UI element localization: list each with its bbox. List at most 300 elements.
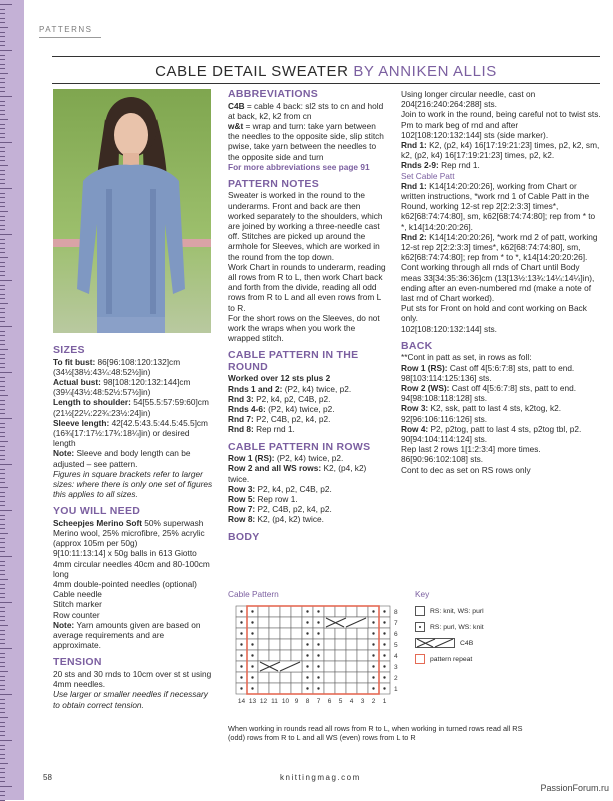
watermark: PassionForum.ru bbox=[540, 783, 609, 793]
column-number: 2 bbox=[371, 698, 376, 705]
row-number: 3 bbox=[394, 664, 398, 671]
text-run: P2, k4, p2, C4B, p2. bbox=[257, 483, 332, 494]
column-number: 3 bbox=[360, 698, 365, 705]
row-number: 4 bbox=[394, 653, 398, 660]
purl-dot bbox=[306, 654, 308, 656]
text-run: Using longer circular needle, cast on 204[216:240:264:288] sts. bbox=[401, 89, 536, 110]
paragraph bbox=[401, 89, 601, 109]
paragraph bbox=[228, 453, 388, 463]
purl-dot bbox=[317, 665, 319, 667]
page-title bbox=[52, 63, 600, 80]
chart-cell bbox=[357, 628, 368, 639]
purl-dot bbox=[383, 621, 385, 623]
text-run: K2, (p2, k4) 16[17:19:21:23] times, p2, k2, sm, k2, (p2, k4) 16[17:19:21:23] times, p2, k2. bbox=[401, 140, 600, 161]
column-left bbox=[53, 345, 213, 710]
column-number: 11 bbox=[271, 698, 278, 705]
paragraph bbox=[228, 101, 388, 121]
term: Row 7: bbox=[228, 504, 258, 515]
paragraph bbox=[401, 424, 601, 444]
paragraph bbox=[53, 469, 213, 500]
chart-cell bbox=[346, 661, 357, 672]
chart-cell bbox=[269, 628, 280, 639]
text-run: = wrap and turn: take yarn between the needles to the opposite side, slip stitch pwise, take yarn between the needles to the opposite side and turn bbox=[228, 120, 384, 162]
paragraph bbox=[53, 397, 213, 417]
chart-cell bbox=[357, 672, 368, 683]
row-number: 6 bbox=[394, 631, 398, 638]
text-run: 9[10:11:13:14] x 50g balls in 613 Giotto bbox=[53, 548, 197, 559]
page-number: 58 bbox=[43, 773, 52, 782]
chart-cell bbox=[357, 650, 368, 661]
chart-cell bbox=[335, 661, 346, 672]
chart-cell bbox=[346, 672, 357, 683]
term: Rnd 8: bbox=[228, 424, 257, 435]
purl-dot bbox=[383, 665, 385, 667]
purl-dot bbox=[251, 621, 253, 623]
key-item-knit bbox=[415, 603, 600, 619]
section-heading: BACK bbox=[401, 339, 433, 352]
section-rule bbox=[39, 37, 101, 38]
model-photo-illustration bbox=[53, 89, 211, 333]
chart-cell bbox=[335, 606, 346, 617]
chart-cell bbox=[269, 672, 280, 683]
paragraph bbox=[228, 404, 388, 414]
paragraph bbox=[401, 352, 601, 362]
text-run: 4mm double-pointed needles (optional) bbox=[53, 579, 197, 590]
chart-cell bbox=[324, 683, 335, 694]
chart-cell bbox=[335, 650, 346, 661]
text-run: Row counter bbox=[53, 609, 100, 620]
paragraph bbox=[53, 599, 213, 609]
paragraph bbox=[53, 620, 213, 651]
paragraph bbox=[53, 548, 213, 558]
cable-swatch-icon bbox=[415, 638, 455, 648]
term: Note: bbox=[53, 448, 77, 459]
text-run: Rep row 1. bbox=[257, 494, 298, 504]
term: Row 8: bbox=[228, 514, 258, 525]
title-rule-bottom bbox=[52, 83, 600, 84]
term: Note: bbox=[53, 619, 77, 630]
chart-cell bbox=[258, 628, 269, 639]
paragraph bbox=[53, 610, 213, 620]
purl-dot bbox=[383, 610, 385, 612]
purl-dot bbox=[251, 654, 253, 656]
purl-dot bbox=[383, 632, 385, 634]
term: Rnds 1 and 2: bbox=[228, 383, 285, 394]
paragraph bbox=[401, 181, 601, 232]
purl-dot bbox=[317, 621, 319, 623]
chart-cell bbox=[357, 606, 368, 617]
text-run: Rep rnd 1. bbox=[441, 160, 480, 171]
term: Worked over 12 sts plus 2 bbox=[228, 373, 331, 384]
text-run: Sleeve and body length can be adjusted – see pattern. bbox=[53, 448, 191, 469]
text-run: 50% superwash Merino wool, 25% microfibre, 25% acrylic (approx 105m per 50g) bbox=[53, 517, 205, 549]
paragraph bbox=[53, 377, 213, 397]
text-run: Figures in square brackets refer to larger sizes: where there is only one set of figures this applies to all sizes. bbox=[53, 468, 213, 500]
column-number: 7 bbox=[316, 698, 321, 705]
section-heading: PATTERN NOTES bbox=[228, 177, 320, 190]
purl-dot bbox=[306, 621, 308, 623]
paragraph bbox=[401, 262, 601, 303]
column-number: 8 bbox=[305, 698, 310, 705]
purl-dot bbox=[372, 687, 374, 689]
chart-cell bbox=[258, 683, 269, 694]
cable-chart bbox=[228, 602, 408, 714]
purl-dot bbox=[317, 643, 319, 645]
column-number: 6 bbox=[327, 698, 332, 705]
text-run: Cont to dec as set on RS rows only bbox=[401, 464, 531, 475]
purl-dot bbox=[383, 654, 385, 656]
chart-cell bbox=[291, 628, 302, 639]
paragraph bbox=[401, 403, 601, 423]
chart-cell bbox=[280, 650, 291, 661]
row-number: 2 bbox=[394, 675, 398, 682]
purl-dot bbox=[372, 621, 374, 623]
paragraph bbox=[228, 514, 388, 524]
purl-dot bbox=[251, 687, 253, 689]
chart-cell bbox=[335, 628, 346, 639]
title-rule-top bbox=[52, 56, 600, 57]
chart-cell bbox=[258, 606, 269, 617]
column-number: 1 bbox=[382, 698, 387, 705]
row-number: 7 bbox=[394, 620, 398, 627]
paragraph bbox=[53, 418, 213, 449]
paragraph bbox=[228, 504, 388, 514]
text-run: K14[14:20:20:26], working from Chart or written instructions, *work rnd 1 of Cable Patt in the Round, working 12-st rep 2[2:2:3:3] times*, k62[68:74:74:80], sm, k62[68:74:74:80]; rep from * to *, k14[14:20:20:26]. bbox=[401, 180, 596, 232]
text-run: (P2, k4) twice, p2. bbox=[268, 404, 335, 415]
paragraph bbox=[401, 324, 601, 334]
text-run: Work Chart in rounds to underarm, reading all rows from R to L, then work Chart back and forth from the divide, reading all odd rows from R to L and all even rows from L to R. bbox=[228, 261, 386, 313]
section-heading: ABBREVIATIONS bbox=[228, 88, 319, 100]
section-heading: SIZES bbox=[53, 344, 85, 356]
footer-site: knittingmag.com bbox=[280, 773, 361, 782]
chart-cell bbox=[346, 639, 357, 650]
purl-dot bbox=[251, 610, 253, 612]
purl-dot bbox=[317, 687, 319, 689]
chart-cell bbox=[324, 606, 335, 617]
term: Rnd 2: bbox=[401, 231, 430, 242]
chart-cell bbox=[291, 639, 302, 650]
chart-cell bbox=[280, 683, 291, 694]
chart-cell bbox=[280, 639, 291, 650]
purl-dot bbox=[383, 676, 385, 678]
section-heading: CABLE PATTERN IN ROWS bbox=[228, 440, 371, 453]
term: Length to shoulder: bbox=[53, 397, 134, 408]
text-run: 20 sts and 30 rnds to 10cm over st st using 4mm needles. bbox=[53, 668, 212, 690]
term: Row 4: bbox=[401, 423, 431, 434]
cable-cell bbox=[258, 661, 302, 672]
purl-dot bbox=[306, 610, 308, 612]
term: Row 3: bbox=[401, 403, 431, 414]
text-run: For the short rows on the Sleeves, do not work the wraps when you work the wrapped stitch. bbox=[228, 312, 380, 344]
chart-cell bbox=[269, 683, 280, 694]
purl-dot bbox=[317, 654, 319, 656]
chart-cell bbox=[357, 661, 368, 672]
purl-dot bbox=[240, 676, 242, 678]
purl-dot bbox=[240, 621, 242, 623]
text-run: Sweater is worked in the round to the underarms. Front and back are then worked separately to the shoulders, which are joined by working a three-needle cast off. Stitches are picked up around the armhole for Sleeves, which are worked in the round from the top down. bbox=[228, 190, 383, 262]
chart-cell bbox=[324, 661, 335, 672]
purl-dot bbox=[240, 687, 242, 689]
key-item-purl bbox=[415, 619, 600, 635]
section-heading: CABLE PATTERN IN THE ROUND bbox=[228, 349, 359, 373]
text-run: K2, (p4, k2) twice. bbox=[228, 463, 367, 484]
section-heading: BODY bbox=[228, 530, 260, 543]
paragraph bbox=[228, 121, 388, 162]
column-number: 12 bbox=[259, 698, 268, 705]
text-run[interactable]: For more abbreviations see page 91 bbox=[228, 161, 370, 172]
purl-dot bbox=[372, 665, 374, 667]
chart-cell bbox=[346, 650, 357, 661]
paragraph bbox=[401, 109, 601, 140]
chart-cell bbox=[346, 683, 357, 694]
text-run: (P2, k4) twice, p2. bbox=[276, 453, 344, 464]
column-number: 14 bbox=[237, 698, 246, 705]
term: Row 1 (RS): bbox=[401, 362, 450, 373]
column-number: 13 bbox=[248, 698, 257, 705]
paragraph bbox=[53, 579, 213, 589]
section-label: PATTERNS bbox=[39, 25, 93, 34]
key-item-repeat bbox=[415, 651, 600, 667]
paragraph bbox=[401, 444, 601, 464]
key-label-c4b: C4B bbox=[460, 639, 474, 647]
purl-dot bbox=[251, 632, 253, 634]
term: Rnd 1: bbox=[401, 140, 430, 151]
chart-key bbox=[415, 589, 600, 667]
text-run: P2, p2tog, patt to last 4 sts, p2tog tbl, p2. 90[94:104:114:124] sts. bbox=[401, 423, 582, 444]
paragraph bbox=[401, 363, 601, 383]
key-label-knit: RS: knit, WS: purl bbox=[430, 607, 484, 615]
purl-dot bbox=[251, 665, 253, 667]
paragraph bbox=[401, 232, 601, 263]
text-run: 86[96:108:120:132]cm (34½[38½:43¼:48:52½]in) bbox=[53, 356, 181, 377]
paragraph bbox=[228, 373, 388, 383]
text-run: 102[108:120:132:144] sts. bbox=[401, 323, 497, 334]
chart-cell bbox=[291, 650, 302, 661]
paragraph bbox=[53, 518, 213, 549]
chart-cell bbox=[335, 683, 346, 694]
chart-cell bbox=[269, 639, 280, 650]
purl-dot bbox=[317, 610, 319, 612]
paragraph bbox=[53, 448, 213, 468]
paragraph bbox=[228, 484, 388, 494]
chart-cell bbox=[269, 617, 280, 628]
chart-cell bbox=[258, 617, 269, 628]
paragraph bbox=[401, 160, 601, 170]
text-run: 98[108:120:132:144]cm (39¼[43½:48:52½:57½]in) bbox=[53, 376, 191, 398]
purl-dot bbox=[383, 643, 385, 645]
text-run: Join to work in the round, being careful not to twist sts. Pm to mark beg of rnd and after 102[108:120:132:144] sts (side marker). bbox=[401, 109, 601, 140]
row-number: 5 bbox=[394, 642, 398, 649]
purl-dot bbox=[317, 676, 319, 678]
term: Rnd 1: bbox=[401, 180, 430, 191]
term: Rnd 3: bbox=[228, 393, 257, 404]
chart-cell bbox=[269, 650, 280, 661]
term: Row 1 (RS): bbox=[228, 453, 277, 464]
paragraph bbox=[401, 383, 601, 403]
purl-dot bbox=[240, 665, 242, 667]
chart-cell bbox=[280, 672, 291, 683]
row-number: 8 bbox=[394, 609, 398, 616]
purl-dot bbox=[372, 643, 374, 645]
section-heading: YOU WILL NEED bbox=[53, 505, 141, 518]
text-run: Stitch marker bbox=[53, 599, 102, 610]
chart-cell bbox=[291, 683, 302, 694]
purl-dot bbox=[251, 643, 253, 645]
column-number: 10 bbox=[281, 698, 290, 705]
text-run: = cable 4 back: sl2 sts to cn and hold at back, k2, k2 from cn bbox=[228, 100, 384, 121]
purl-dot bbox=[240, 643, 242, 645]
chart-cell bbox=[335, 672, 346, 683]
text-run: P2, C4B, p2, k4, p2. bbox=[256, 414, 331, 425]
paragraph bbox=[228, 162, 388, 172]
purl-dot bbox=[306, 643, 308, 645]
term: Row 2 (WS): bbox=[401, 382, 452, 393]
chart-cell bbox=[280, 617, 291, 628]
purl-dot bbox=[251, 676, 253, 678]
section-heading: TENSION bbox=[53, 656, 102, 669]
title-author: BY ANNIKEN ALLIS bbox=[353, 63, 497, 80]
chart-cell bbox=[280, 628, 291, 639]
text-run: 42[42.5:43.5:44.5:45.5]cm (16¾[17:17½:17¾:18¼]in) or desired length bbox=[53, 417, 208, 449]
purl-dot bbox=[317, 632, 319, 634]
column-number: 4 bbox=[349, 698, 354, 705]
text-run: K2, ssk, patt to last 4 sts, k2tog, k2. 92[96:106:116:126] sts. bbox=[401, 403, 562, 424]
paragraph bbox=[228, 414, 388, 424]
chart-cell bbox=[346, 628, 357, 639]
chart-cell bbox=[357, 683, 368, 694]
purl-dot bbox=[383, 687, 385, 689]
term: Rnd 7: bbox=[228, 414, 257, 425]
row-number: 1 bbox=[394, 686, 398, 693]
term: w&t bbox=[228, 120, 246, 131]
chart-caption: When working in rounds read all rows from R to L, when working in turned rows read all RS (odd) rows from R to L and all WS (even) rows from L to R bbox=[228, 724, 523, 743]
text-run: Cable needle bbox=[53, 589, 102, 600]
column-number: 5 bbox=[338, 698, 343, 705]
paragraph bbox=[228, 190, 388, 261]
column-right bbox=[401, 89, 601, 475]
purl-dot bbox=[306, 687, 308, 689]
chart-cell bbox=[335, 639, 346, 650]
chart-cell bbox=[291, 617, 302, 628]
term: Rnds 2-9: bbox=[401, 160, 442, 171]
title-main: CABLE DETAIL SWEATER bbox=[155, 63, 349, 80]
text-run: Put sts for Front on hold and cont working on Back only. bbox=[401, 303, 587, 324]
paragraph bbox=[401, 465, 601, 475]
term: To fit bust: bbox=[53, 356, 98, 367]
text-run: Yarn amounts given are based on average requirements and are approximate. bbox=[53, 619, 201, 651]
chart-cell bbox=[258, 650, 269, 661]
chart-cell bbox=[357, 639, 368, 650]
paragraph bbox=[401, 171, 601, 181]
paragraph bbox=[53, 669, 213, 689]
text-run: Cont working through all rnds of Chart until Body meas 33[34:35:36:36]cm (13[13½:13¾:14¼:14¼]in), ending after an even-numbered rnd (make a note of last rnd of Chart worked). bbox=[401, 262, 595, 304]
paragraph bbox=[53, 589, 213, 599]
purl-dot bbox=[240, 610, 242, 612]
purl-dot bbox=[240, 632, 242, 634]
text-run: K2, (p4, k2) twice. bbox=[257, 514, 324, 525]
term: Sleeve length: bbox=[53, 417, 112, 428]
text-run: Cast off 4[5:6:7:8] sts, patt to end. 98[103:114:125:136] sts. bbox=[401, 362, 575, 383]
chart-cell bbox=[258, 639, 269, 650]
text-run: Rep last 2 rows 1[1:2:3:4] more times. 86[90:96:102:108] sts. bbox=[401, 444, 541, 465]
text-run: K14[14:20:20:26], *work rnd 2 of patt, working 12-st rep 2[2:2:3:3] times*, k62[68:74:74:80], sm, k62[68:74:74:80]; rep from * to *, k14[14:20:20:26]. bbox=[401, 231, 598, 263]
text-run: Rep rnd 1. bbox=[256, 424, 295, 435]
chart-cell bbox=[346, 606, 357, 617]
key-title: Key bbox=[415, 589, 430, 599]
term: Rnds 4-6: bbox=[228, 404, 269, 415]
column-middle bbox=[228, 89, 388, 543]
term: Row 3: bbox=[228, 483, 258, 494]
text-run: Set Cable Patt bbox=[401, 170, 455, 181]
chart-cell bbox=[280, 606, 291, 617]
chart-cell bbox=[291, 672, 302, 683]
paragraph bbox=[228, 394, 388, 404]
paragraph bbox=[228, 424, 388, 434]
paragraph bbox=[228, 384, 388, 394]
purl-swatch-icon bbox=[415, 622, 425, 632]
model-photo bbox=[53, 89, 211, 333]
text-run: Use larger or smaller needles if necessary to obtain correct tension. bbox=[53, 689, 208, 710]
key-label-purl: RS: purl, WS: knit bbox=[430, 623, 484, 631]
chart-cell bbox=[324, 672, 335, 683]
chart-cell bbox=[291, 606, 302, 617]
chart-title: Cable Pattern bbox=[228, 589, 279, 599]
text-run: **Cont in patt as set, in rows as foll: bbox=[401, 352, 532, 363]
knit-swatch-icon bbox=[415, 606, 425, 616]
chart-cell bbox=[258, 672, 269, 683]
text-run: Cast off 4[5:6:7:8] sts, patt to end. 94[98:108:118:128] sts. bbox=[401, 382, 577, 404]
term: Row 2 and all WS rows: bbox=[228, 463, 324, 474]
term: Scheepjes Merino Soft bbox=[53, 517, 145, 528]
text-run: P2, k4, p2, C4B, p2. bbox=[256, 393, 331, 404]
purl-dot bbox=[240, 654, 242, 656]
paragraph bbox=[228, 262, 388, 313]
key-label-repeat: pattern repeat bbox=[430, 655, 473, 663]
paragraph bbox=[228, 463, 388, 483]
paragraph bbox=[401, 140, 601, 160]
text-run: 4mm circular needles 40cm and 80-100cm long bbox=[53, 558, 210, 579]
term: C4B bbox=[228, 100, 247, 111]
purl-dot bbox=[372, 676, 374, 678]
chart-cell bbox=[324, 639, 335, 650]
text-run: P2, C4B, p2, k4, p2. bbox=[257, 504, 332, 515]
side-ruler bbox=[0, 0, 24, 800]
repeat-swatch-icon bbox=[415, 654, 425, 664]
cable-cell bbox=[324, 617, 368, 628]
purl-dot bbox=[306, 632, 308, 634]
purl-dot bbox=[372, 654, 374, 656]
term: Actual bust: bbox=[53, 376, 104, 387]
text-run: (P2, k4) twice, p2. bbox=[284, 383, 352, 394]
paragraph bbox=[228, 494, 388, 504]
paragraph bbox=[53, 357, 213, 377]
key-item-c4b bbox=[415, 635, 600, 651]
paragraph bbox=[401, 303, 601, 323]
term: Row 5: bbox=[228, 494, 258, 504]
paragraph bbox=[228, 313, 388, 344]
purl-dot bbox=[372, 632, 374, 634]
paragraph bbox=[53, 689, 213, 709]
chart-cell bbox=[324, 628, 335, 639]
column-number: 9 bbox=[294, 698, 299, 705]
purl-dot bbox=[306, 665, 308, 667]
purl-dot bbox=[306, 676, 308, 678]
text-run: 54[55.5:57:59:60]cm (21½[22¼:22¾:23½:24]in) bbox=[53, 397, 209, 418]
chart-cell bbox=[269, 606, 280, 617]
paragraph bbox=[53, 559, 213, 579]
chart-cell bbox=[324, 650, 335, 661]
purl-dot bbox=[372, 610, 374, 612]
